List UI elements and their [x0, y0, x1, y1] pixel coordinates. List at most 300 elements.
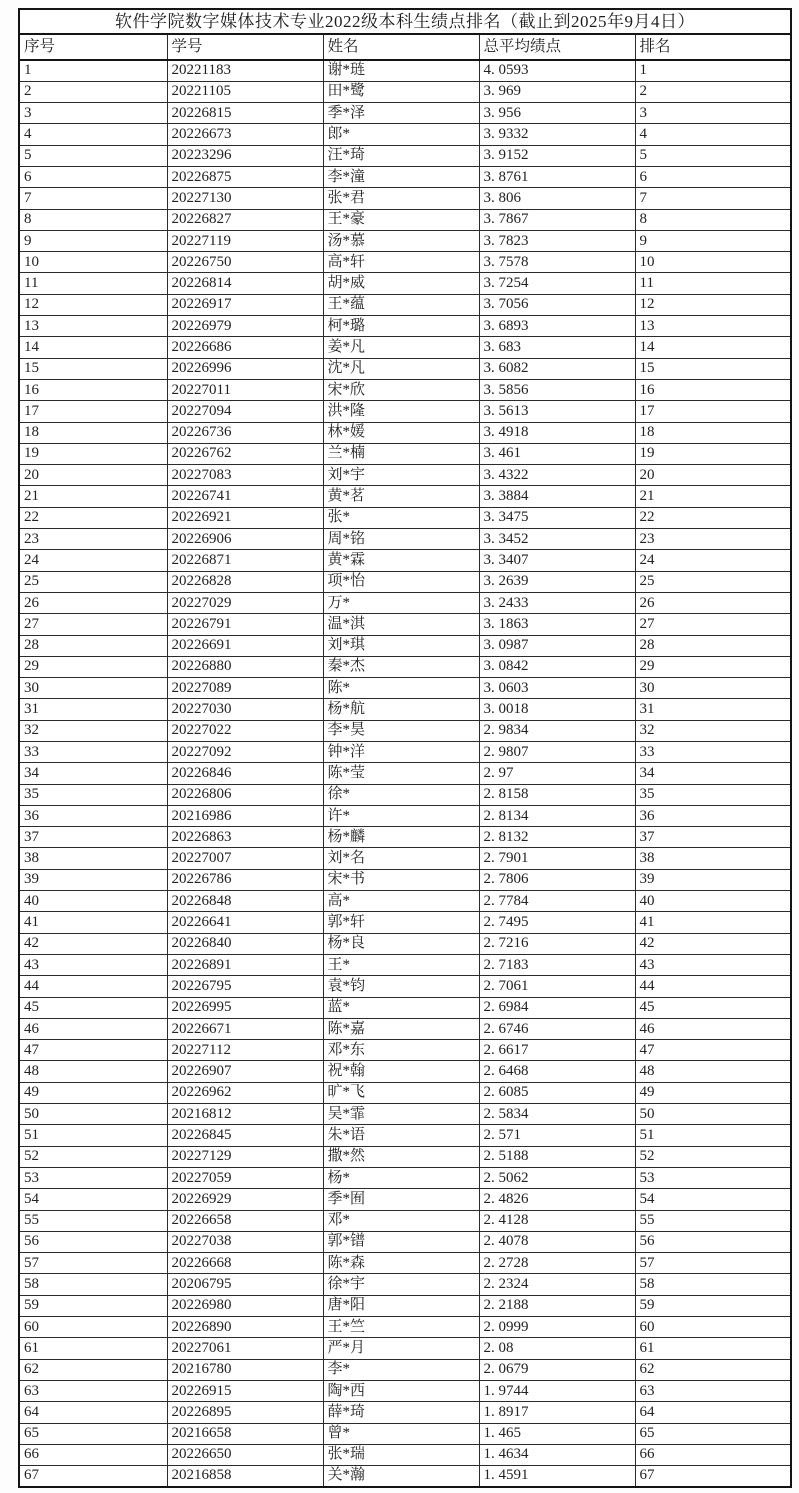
table-row [19, 1082, 791, 1103]
cell-name: 洪*隆 [323, 401, 479, 422]
cell-student-id: 20226980 [167, 1295, 323, 1316]
cell-name: 黄*茗 [323, 486, 479, 507]
cell-gpa: 2. 9807 [479, 742, 635, 763]
cell-rank: 32 [635, 720, 791, 741]
table-row [19, 656, 791, 677]
cell-rank: 28 [635, 635, 791, 656]
cell-student-id: 20227059 [167, 1167, 323, 1188]
cell-student-id: 20227094 [167, 401, 323, 422]
cell-student-id: 20226875 [167, 166, 323, 187]
cell-index: 26 [19, 592, 167, 613]
cell-name: 姜*凡 [323, 337, 479, 358]
cell-student-id: 20227038 [167, 1231, 323, 1252]
cell-name: 刘*名 [323, 848, 479, 869]
cell-student-id: 20216812 [167, 1104, 323, 1125]
cell-student-id: 20226814 [167, 273, 323, 294]
cell-index: 20 [19, 465, 167, 486]
cell-student-id: 20226827 [167, 209, 323, 230]
cell-name: 关*瀚 [323, 1466, 479, 1487]
cell-gpa: 1. 9744 [479, 1380, 635, 1401]
cell-index: 56 [19, 1231, 167, 1252]
table-row [19, 358, 791, 379]
cell-student-id: 20227061 [167, 1338, 323, 1359]
table-row [19, 103, 791, 124]
table-row [19, 720, 791, 741]
cell-student-id: 20226786 [167, 869, 323, 890]
cell-student-id: 20227011 [167, 379, 323, 400]
cell-student-id: 20226671 [167, 1018, 323, 1039]
table-row [19, 1423, 791, 1444]
cell-student-id: 20226691 [167, 635, 323, 656]
cell-student-id: 20223296 [167, 145, 323, 166]
cell-index: 61 [19, 1338, 167, 1359]
cell-student-id: 20226907 [167, 1061, 323, 1082]
table-row [19, 997, 791, 1018]
cell-index: 24 [19, 550, 167, 571]
cell-student-id: 20227029 [167, 592, 323, 613]
cell-student-id: 20227007 [167, 848, 323, 869]
cell-gpa: 2. 571 [479, 1125, 635, 1146]
cell-student-id: 20226673 [167, 124, 323, 145]
cell-student-id: 20226996 [167, 358, 323, 379]
cell-student-id: 20226917 [167, 294, 323, 315]
table-row [19, 443, 791, 464]
cell-name: 季*囿 [323, 1189, 479, 1210]
cell-index: 32 [19, 720, 167, 741]
cell-student-id: 20226750 [167, 252, 323, 273]
cell-index: 50 [19, 1104, 167, 1125]
cell-student-id: 20226891 [167, 954, 323, 975]
col-header-gpa: 总平均绩点 [479, 34, 635, 60]
cell-index: 7 [19, 188, 167, 209]
cell-name: 李* [323, 1359, 479, 1380]
cell-gpa: 2. 0679 [479, 1359, 635, 1380]
cell-index: 35 [19, 784, 167, 805]
cell-index: 45 [19, 997, 167, 1018]
cell-student-id: 20226880 [167, 656, 323, 677]
cell-index: 36 [19, 805, 167, 826]
cell-index: 25 [19, 571, 167, 592]
table-row [19, 891, 791, 912]
table-row [19, 145, 791, 166]
cell-rank: 63 [635, 1380, 791, 1401]
cell-gpa: 2. 08 [479, 1338, 635, 1359]
cell-gpa: 3. 0842 [479, 656, 635, 677]
table-row [19, 60, 791, 81]
cell-rank: 54 [635, 1189, 791, 1210]
cell-name: 刘*琪 [323, 635, 479, 656]
cell-student-id: 20226921 [167, 507, 323, 528]
cell-name: 李*潼 [323, 166, 479, 187]
cell-rank: 2 [635, 81, 791, 102]
cell-gpa: 2. 6984 [479, 997, 635, 1018]
table-row [19, 550, 791, 571]
table-row [19, 976, 791, 997]
table-row [19, 422, 791, 443]
col-header-student-id: 学号 [167, 34, 323, 60]
cell-gpa: 3. 5613 [479, 401, 635, 422]
cell-gpa: 2. 2324 [479, 1274, 635, 1295]
table-row [19, 784, 791, 805]
cell-gpa: 2. 5834 [479, 1104, 635, 1125]
table-row [19, 1040, 791, 1061]
cell-gpa: 1. 465 [479, 1423, 635, 1444]
cell-student-id: 20226848 [167, 891, 323, 912]
cell-rank: 18 [635, 422, 791, 443]
cell-gpa: 2. 6746 [479, 1018, 635, 1039]
cell-name: 郭*轩 [323, 912, 479, 933]
table-row [19, 273, 791, 294]
cell-rank: 34 [635, 763, 791, 784]
cell-student-id: 20226890 [167, 1317, 323, 1338]
cell-index: 48 [19, 1061, 167, 1082]
cell-index: 23 [19, 529, 167, 550]
table-row [19, 1380, 791, 1401]
cell-name: 蓝* [323, 997, 479, 1018]
cell-student-id: 20226845 [167, 1125, 323, 1146]
cell-index: 28 [19, 635, 167, 656]
cell-rank: 42 [635, 933, 791, 954]
col-header-rank: 排名 [635, 34, 791, 60]
table-row [19, 805, 791, 826]
cell-rank: 8 [635, 209, 791, 230]
cell-gpa: 2. 8158 [479, 784, 635, 805]
cell-index: 12 [19, 294, 167, 315]
cell-gpa: 2. 7495 [479, 912, 635, 933]
table-row [19, 848, 791, 869]
cell-gpa: 2. 7061 [479, 976, 635, 997]
cell-rank: 27 [635, 614, 791, 635]
cell-student-id: 20226871 [167, 550, 323, 571]
cell-index: 63 [19, 1380, 167, 1401]
cell-index: 46 [19, 1018, 167, 1039]
cell-gpa: 2. 6617 [479, 1040, 635, 1061]
cell-gpa: 2. 5188 [479, 1146, 635, 1167]
table-row [19, 635, 791, 656]
cell-index: 65 [19, 1423, 167, 1444]
cell-rank: 57 [635, 1253, 791, 1274]
cell-index: 22 [19, 507, 167, 528]
cell-rank: 64 [635, 1402, 791, 1423]
cell-student-id: 20221105 [167, 81, 323, 102]
cell-gpa: 3. 3884 [479, 486, 635, 507]
table-row [19, 1466, 791, 1487]
cell-name: 兰*楠 [323, 443, 479, 464]
cell-name: 曾* [323, 1423, 479, 1444]
cell-rank: 17 [635, 401, 791, 422]
cell-student-id: 20206795 [167, 1274, 323, 1295]
cell-name: 祝*翰 [323, 1061, 479, 1082]
table-row [19, 1444, 791, 1465]
cell-name: 邓*东 [323, 1040, 479, 1061]
cell-gpa: 1. 4591 [479, 1466, 635, 1487]
cell-index: 62 [19, 1359, 167, 1380]
cell-index: 64 [19, 1402, 167, 1423]
cell-name: 汪*琦 [323, 145, 479, 166]
cell-index: 39 [19, 869, 167, 890]
cell-student-id: 20226895 [167, 1402, 323, 1423]
cell-index: 17 [19, 401, 167, 422]
cell-name: 王* [323, 954, 479, 975]
cell-gpa: 3. 7056 [479, 294, 635, 315]
cell-name: 杨*麟 [323, 827, 479, 848]
cell-rank: 62 [635, 1359, 791, 1380]
cell-gpa: 3. 3475 [479, 507, 635, 528]
cell-rank: 14 [635, 337, 791, 358]
header-row [19, 34, 791, 60]
cell-name: 郎* [323, 124, 479, 145]
cell-rank: 7 [635, 188, 791, 209]
cell-student-id: 20226650 [167, 1444, 323, 1465]
cell-index: 1 [19, 60, 167, 81]
cell-rank: 40 [635, 891, 791, 912]
cell-index: 11 [19, 273, 167, 294]
cell-gpa: 3. 2433 [479, 592, 635, 613]
cell-gpa: 3. 806 [479, 188, 635, 209]
cell-index: 21 [19, 486, 167, 507]
cell-rank: 61 [635, 1338, 791, 1359]
cell-gpa: 2. 7183 [479, 954, 635, 975]
cell-index: 9 [19, 230, 167, 251]
cell-gpa: 3. 7578 [479, 252, 635, 273]
cell-gpa: 2. 7784 [479, 891, 635, 912]
table-row [19, 1061, 791, 1082]
cell-rank: 67 [635, 1466, 791, 1487]
cell-index: 29 [19, 656, 167, 677]
cell-rank: 25 [635, 571, 791, 592]
table-row [19, 678, 791, 699]
cell-student-id: 20216658 [167, 1423, 323, 1444]
cell-student-id: 20216858 [167, 1466, 323, 1487]
cell-student-id: 20226828 [167, 571, 323, 592]
cell-index: 37 [19, 827, 167, 848]
cell-student-id: 20226668 [167, 1253, 323, 1274]
cell-name: 张*瑞 [323, 1444, 479, 1465]
title-row [19, 9, 791, 34]
cell-student-id: 20227092 [167, 742, 323, 763]
cell-gpa: 2. 8134 [479, 805, 635, 826]
table-row [19, 1338, 791, 1359]
cell-name: 许* [323, 805, 479, 826]
cell-name: 陈*森 [323, 1253, 479, 1274]
cell-student-id: 20226840 [167, 933, 323, 954]
cell-rank: 6 [635, 166, 791, 187]
table-row [19, 1253, 791, 1274]
cell-student-id: 20226736 [167, 422, 323, 443]
cell-index: 3 [19, 103, 167, 124]
table-row [19, 1295, 791, 1316]
table-row [19, 1167, 791, 1188]
cell-gpa: 3. 4322 [479, 465, 635, 486]
cell-name: 严*月 [323, 1338, 479, 1359]
cell-student-id: 20226863 [167, 827, 323, 848]
cell-gpa: 3. 7867 [479, 209, 635, 230]
cell-rank: 9 [635, 230, 791, 251]
cell-gpa: 2. 7806 [479, 869, 635, 890]
cell-student-id: 20221183 [167, 60, 323, 81]
cell-student-id: 20227089 [167, 678, 323, 699]
cell-index: 16 [19, 379, 167, 400]
cell-rank: 12 [635, 294, 791, 315]
cell-student-id: 20227129 [167, 1146, 323, 1167]
cell-index: 66 [19, 1444, 167, 1465]
table-row [19, 571, 791, 592]
cell-rank: 30 [635, 678, 791, 699]
cell-index: 18 [19, 422, 167, 443]
col-header-name: 姓名 [323, 34, 479, 60]
cell-gpa: 2. 2728 [479, 1253, 635, 1274]
cell-gpa: 3. 0987 [479, 635, 635, 656]
cell-index: 15 [19, 358, 167, 379]
cell-gpa: 3. 6082 [479, 358, 635, 379]
cell-gpa: 3. 1863 [479, 614, 635, 635]
cell-name: 陶*西 [323, 1380, 479, 1401]
cell-index: 57 [19, 1253, 167, 1274]
cell-index: 52 [19, 1146, 167, 1167]
table-row [19, 486, 791, 507]
cell-rank: 43 [635, 954, 791, 975]
cell-index: 41 [19, 912, 167, 933]
cell-index: 8 [19, 209, 167, 230]
cell-rank: 38 [635, 848, 791, 869]
cell-rank: 53 [635, 1167, 791, 1188]
table-row [19, 742, 791, 763]
table-row [19, 379, 791, 400]
table-row [19, 1104, 791, 1125]
cell-rank: 4 [635, 124, 791, 145]
cell-name: 王*蕴 [323, 294, 479, 315]
cell-student-id: 20226815 [167, 103, 323, 124]
cell-rank: 36 [635, 805, 791, 826]
cell-rank: 23 [635, 529, 791, 550]
cell-student-id: 20227022 [167, 720, 323, 741]
cell-student-id: 20226658 [167, 1210, 323, 1231]
cell-name: 林*媛 [323, 422, 479, 443]
cell-gpa: 4. 0593 [479, 60, 635, 81]
cell-rank: 48 [635, 1061, 791, 1082]
cell-gpa: 2. 5062 [479, 1167, 635, 1188]
cell-gpa: 3. 4918 [479, 422, 635, 443]
cell-gpa: 3. 6893 [479, 316, 635, 337]
cell-name: 吴*霏 [323, 1104, 479, 1125]
cell-index: 42 [19, 933, 167, 954]
cell-rank: 59 [635, 1295, 791, 1316]
cell-gpa: 3. 8761 [479, 166, 635, 187]
table-row [19, 465, 791, 486]
cell-student-id: 20226929 [167, 1189, 323, 1210]
cell-name: 邓* [323, 1210, 479, 1231]
table-row [19, 869, 791, 890]
cell-student-id: 20226846 [167, 763, 323, 784]
cell-index: 67 [19, 1466, 167, 1487]
cell-rank: 37 [635, 827, 791, 848]
cell-rank: 58 [635, 1274, 791, 1295]
cell-gpa: 2. 8132 [479, 827, 635, 848]
table-row [19, 954, 791, 975]
table-row [19, 252, 791, 273]
table-row [19, 529, 791, 550]
cell-rank: 15 [635, 358, 791, 379]
cell-name: 袁*钧 [323, 976, 479, 997]
cell-name: 黄*霖 [323, 550, 479, 571]
cell-name: 宋*书 [323, 869, 479, 890]
table-row [19, 1231, 791, 1252]
table-row [19, 1125, 791, 1146]
cell-name: 宋*欣 [323, 379, 479, 400]
cell-rank: 50 [635, 1104, 791, 1125]
cell-student-id: 20226979 [167, 316, 323, 337]
cell-rank: 60 [635, 1317, 791, 1338]
table-row [19, 230, 791, 251]
cell-rank: 19 [635, 443, 791, 464]
cell-rank: 39 [635, 869, 791, 890]
cell-gpa: 3. 3407 [479, 550, 635, 571]
table-row [19, 1189, 791, 1210]
cell-gpa: 2. 6468 [479, 1061, 635, 1082]
cell-rank: 66 [635, 1444, 791, 1465]
cell-name: 旷*飞 [323, 1082, 479, 1103]
cell-rank: 45 [635, 997, 791, 1018]
cell-rank: 52 [635, 1146, 791, 1167]
cell-rank: 26 [635, 592, 791, 613]
table-row [19, 124, 791, 145]
cell-name: 高*轩 [323, 252, 479, 273]
cell-gpa: 2. 2188 [479, 1295, 635, 1316]
table-row [19, 1210, 791, 1231]
cell-name: 季*泽 [323, 103, 479, 124]
table-row [19, 337, 791, 358]
cell-gpa: 2. 7901 [479, 848, 635, 869]
cell-gpa: 3. 0603 [479, 678, 635, 699]
cell-index: 59 [19, 1295, 167, 1316]
cell-gpa: 3. 7254 [479, 273, 635, 294]
cell-gpa: 2. 4078 [479, 1231, 635, 1252]
cell-gpa: 3. 2639 [479, 571, 635, 592]
cell-index: 38 [19, 848, 167, 869]
cell-student-id: 20226741 [167, 486, 323, 507]
cell-rank: 20 [635, 465, 791, 486]
cell-gpa: 3. 7823 [479, 230, 635, 251]
cell-name: 柯*璐 [323, 316, 479, 337]
cell-index: 13 [19, 316, 167, 337]
cell-name: 万* [323, 592, 479, 613]
table-row [19, 1359, 791, 1380]
cell-name: 王*豪 [323, 209, 479, 230]
cell-name: 陈* [323, 678, 479, 699]
cell-index: 43 [19, 954, 167, 975]
cell-name: 张* [323, 507, 479, 528]
cell-student-id: 20227083 [167, 465, 323, 486]
cell-gpa: 2. 7216 [479, 933, 635, 954]
cell-rank: 29 [635, 656, 791, 677]
cell-rank: 11 [635, 273, 791, 294]
cell-rank: 65 [635, 1423, 791, 1444]
cell-rank: 24 [635, 550, 791, 571]
cell-gpa: 3. 683 [479, 337, 635, 358]
cell-index: 58 [19, 1274, 167, 1295]
cell-name: 撒*然 [323, 1146, 479, 1167]
cell-student-id: 20216986 [167, 805, 323, 826]
cell-gpa: 2. 4826 [479, 1189, 635, 1210]
cell-student-id: 20226762 [167, 443, 323, 464]
cell-index: 6 [19, 166, 167, 187]
cell-name: 秦*杰 [323, 656, 479, 677]
table-row [19, 316, 791, 337]
cell-index: 49 [19, 1082, 167, 1103]
cell-gpa: 3. 3452 [479, 529, 635, 550]
cell-rank: 49 [635, 1082, 791, 1103]
col-header-index: 序号 [19, 34, 167, 60]
